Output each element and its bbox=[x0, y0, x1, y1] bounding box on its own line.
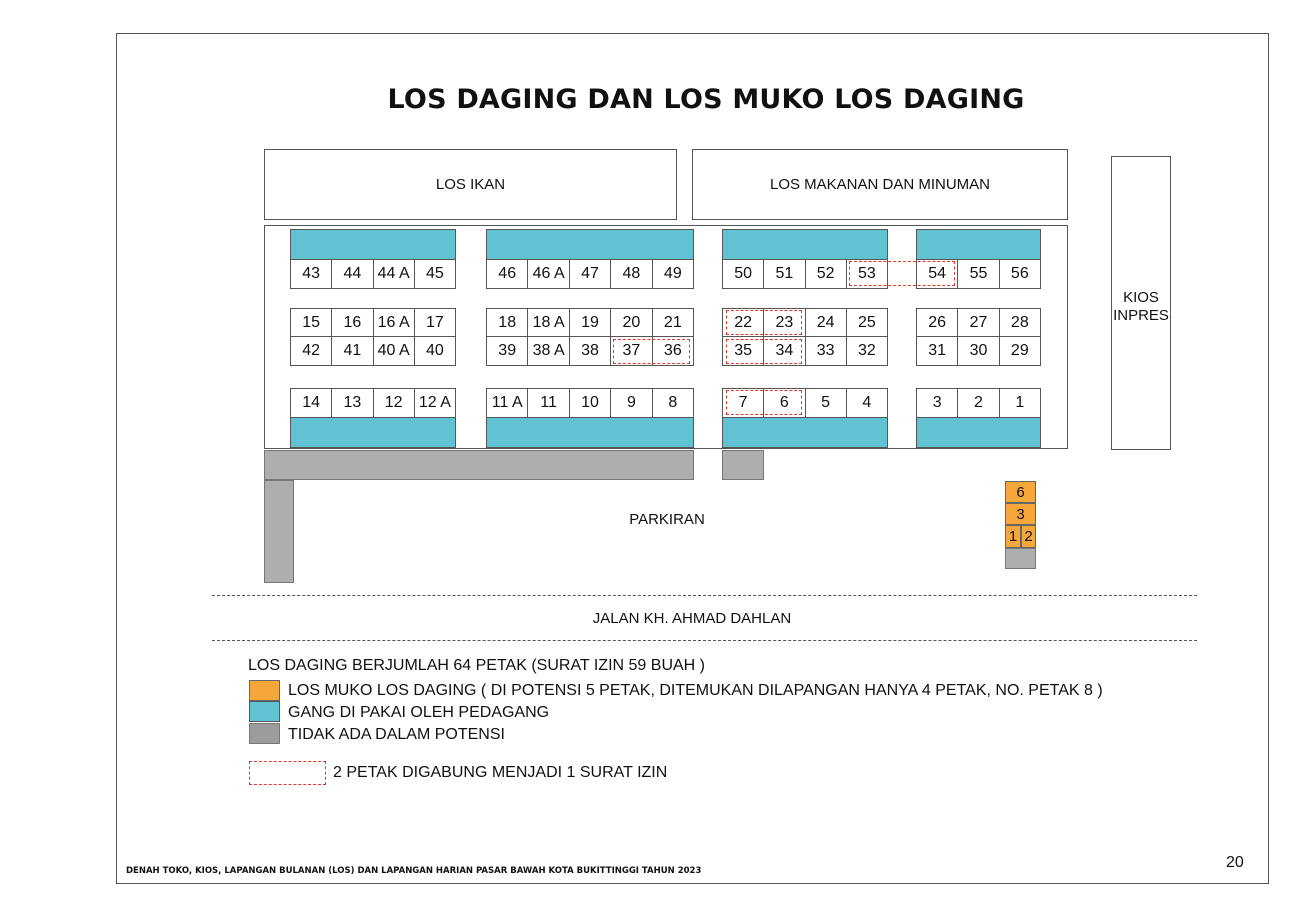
stall-row-4-block-1 bbox=[290, 388, 456, 418]
stall: 6 bbox=[763, 389, 804, 417]
stall: 2 bbox=[957, 389, 998, 417]
stall: 42 bbox=[302, 342, 321, 359]
stall: 17 bbox=[414, 309, 455, 336]
stall: 26 bbox=[928, 313, 947, 331]
legend-swatch-gray bbox=[249, 723, 280, 744]
stall: 30 bbox=[957, 337, 998, 365]
stall: 38 A bbox=[527, 337, 568, 365]
orange-stall-1: 1 bbox=[1005, 525, 1021, 548]
road-edge-bottom bbox=[212, 640, 1197, 641]
stall: 28 bbox=[999, 309, 1040, 336]
stall: 19 bbox=[569, 309, 610, 336]
legend-swatch-dashed bbox=[249, 761, 326, 785]
stall: 36 bbox=[652, 337, 693, 365]
stall: 21 bbox=[652, 309, 693, 336]
legend-teal-text: GANG DI PAKAI OLEH PEDAGANG bbox=[288, 704, 550, 721]
legend-summary: LOS DAGING BERJUMLAH 64 PETAK (SURAT IZIN 59 BUAH ) bbox=[248, 657, 705, 674]
orange-stall-2: 2 bbox=[1021, 525, 1036, 548]
stall: 33 bbox=[805, 337, 846, 365]
stall: 46 bbox=[498, 265, 517, 282]
stall: 16 A bbox=[373, 309, 414, 336]
page-title: LOS DAGING DAN LOS MUKO LOS DAGING bbox=[387, 84, 1025, 115]
stall: 3 bbox=[932, 394, 942, 411]
stall: 5 bbox=[805, 389, 846, 417]
jalan-label: JALAN KH. AHMAD DAHLAN bbox=[592, 610, 792, 627]
stall: 40 bbox=[414, 337, 455, 365]
orange-stall-3: 3 bbox=[1005, 503, 1036, 525]
stall-row-2-block-2 bbox=[486, 308, 694, 337]
parkiran-label: PARKIRAN bbox=[629, 511, 705, 528]
aisle-top-1 bbox=[290, 229, 456, 260]
stall: 10 bbox=[569, 389, 610, 417]
stall: 47 bbox=[569, 260, 610, 288]
gray-area-small bbox=[722, 450, 764, 480]
stall: 32 bbox=[846, 337, 887, 365]
orange-stall-6: 6 bbox=[1005, 481, 1036, 503]
aisle-bottom-2 bbox=[486, 417, 694, 448]
stall: 18 bbox=[498, 313, 517, 331]
stall: 27 bbox=[957, 309, 998, 336]
stall: 18 A bbox=[527, 309, 568, 336]
stall: 31 bbox=[928, 342, 947, 359]
kios-label-line2: INPRES bbox=[1113, 307, 1169, 324]
stall: 20 bbox=[610, 309, 651, 336]
stall: 22 bbox=[734, 313, 753, 331]
los-makanan-building bbox=[692, 149, 1068, 220]
page-number: 20 bbox=[1226, 854, 1244, 871]
los-makanan-label: LOS MAKANAN DAN MINUMAN bbox=[769, 176, 991, 193]
stall: 44 bbox=[331, 260, 372, 288]
stall: 39 bbox=[498, 342, 517, 359]
stall: 52 bbox=[805, 260, 846, 288]
merged-stall-35-34 bbox=[726, 339, 802, 364]
legend-swatch-orange bbox=[249, 680, 280, 701]
stall: 53 bbox=[846, 260, 887, 288]
stall: 4 bbox=[846, 389, 887, 417]
stall: 7 bbox=[738, 394, 748, 411]
stall: 51 bbox=[763, 260, 804, 288]
stall: 34 bbox=[763, 337, 804, 365]
stall: 15 bbox=[302, 313, 321, 331]
stall-row-2-block-1 bbox=[290, 308, 456, 337]
legend-swatch-teal bbox=[249, 701, 280, 722]
los-ikan-label: LOS IKAN bbox=[435, 176, 506, 193]
stall: 9 bbox=[610, 389, 651, 417]
kios-label-line1: KIOS bbox=[1123, 289, 1159, 306]
stall: 56 bbox=[999, 260, 1040, 288]
los-ikan-building bbox=[264, 149, 677, 220]
stall: 12 bbox=[373, 389, 414, 417]
stall: 43 bbox=[302, 265, 321, 282]
stall: 41 bbox=[331, 337, 372, 365]
stall: 11 A bbox=[491, 394, 523, 411]
stall: 50 bbox=[734, 265, 753, 282]
aisle-bottom-3 bbox=[722, 417, 888, 448]
stall: 49 bbox=[652, 260, 693, 288]
stall: 40 A bbox=[373, 337, 414, 365]
road-edge-top bbox=[212, 595, 1197, 596]
stall: 16 bbox=[331, 309, 372, 336]
stall: 8 bbox=[652, 389, 693, 417]
stall-row-1-block-2 bbox=[486, 259, 694, 289]
legend-dashed-text: 2 PETAK DIGABUNG MENJADI 1 SURAT IZIN bbox=[333, 764, 668, 781]
aisle-top-3 bbox=[722, 229, 888, 260]
gray-area-orange-base bbox=[1005, 548, 1036, 569]
stall: 44 A bbox=[373, 260, 414, 288]
stall: 24 bbox=[805, 309, 846, 336]
stall-row-2-block-4 bbox=[916, 308, 1041, 337]
aisle-top-4 bbox=[916, 229, 1041, 260]
stall: 29 bbox=[999, 337, 1040, 365]
merged-stall-37-36 bbox=[613, 339, 690, 364]
stall: 14 bbox=[302, 394, 321, 411]
stall: 45 bbox=[414, 260, 455, 288]
stall: 48 bbox=[610, 260, 651, 288]
stall: 25 bbox=[846, 309, 887, 336]
stall-row-3-block-1 bbox=[290, 336, 456, 366]
aisle-top-2 bbox=[486, 229, 694, 260]
legend-orange-text: LOS MUKO LOS DAGING ( DI POTENSI 5 PETAK, DITEMUKAN DILAPANGAN HANYA 4 PETAK, NO. PETAK 8 ) bbox=[288, 682, 1103, 699]
stall: 37 bbox=[610, 337, 651, 365]
stall: 38 bbox=[569, 337, 610, 365]
stall-row-3-block-4 bbox=[916, 336, 1041, 366]
stall: 55 bbox=[957, 260, 998, 288]
stall: 54 bbox=[928, 265, 947, 282]
aisle-bottom-4 bbox=[916, 417, 1041, 448]
stall: 1 bbox=[999, 389, 1040, 417]
stall: 13 bbox=[331, 389, 372, 417]
gray-area-horizontal bbox=[264, 450, 694, 480]
merged-stall-22-23 bbox=[726, 310, 802, 335]
stall-row-4-block-4 bbox=[916, 388, 1041, 418]
stall-row-1-block-1 bbox=[290, 259, 456, 289]
footer-caption: DENAH TOKO, KIOS, LAPANGAN BULANAN (LOS) DAN LAPANGAN HARIAN PASAR BAWAH KOTA BUKITTINGGI TAHUN 2023 bbox=[126, 866, 702, 876]
legend-gray-text: TIDAK ADA DALAM POTENSI bbox=[288, 726, 505, 743]
stall: 11 bbox=[527, 389, 568, 417]
stall: 35 bbox=[734, 342, 753, 359]
gray-area-vertical bbox=[264, 480, 294, 583]
stall-row-4-block-2 bbox=[486, 388, 694, 418]
merged-stall-7-6 bbox=[726, 390, 802, 415]
merged-stall-53-54 bbox=[849, 261, 955, 286]
stall: 46 A bbox=[527, 260, 568, 288]
stall: 12 A bbox=[414, 389, 455, 417]
stall: 23 bbox=[763, 309, 804, 336]
kios-inpres-building bbox=[1111, 156, 1171, 450]
aisle-bottom-1 bbox=[290, 417, 456, 448]
